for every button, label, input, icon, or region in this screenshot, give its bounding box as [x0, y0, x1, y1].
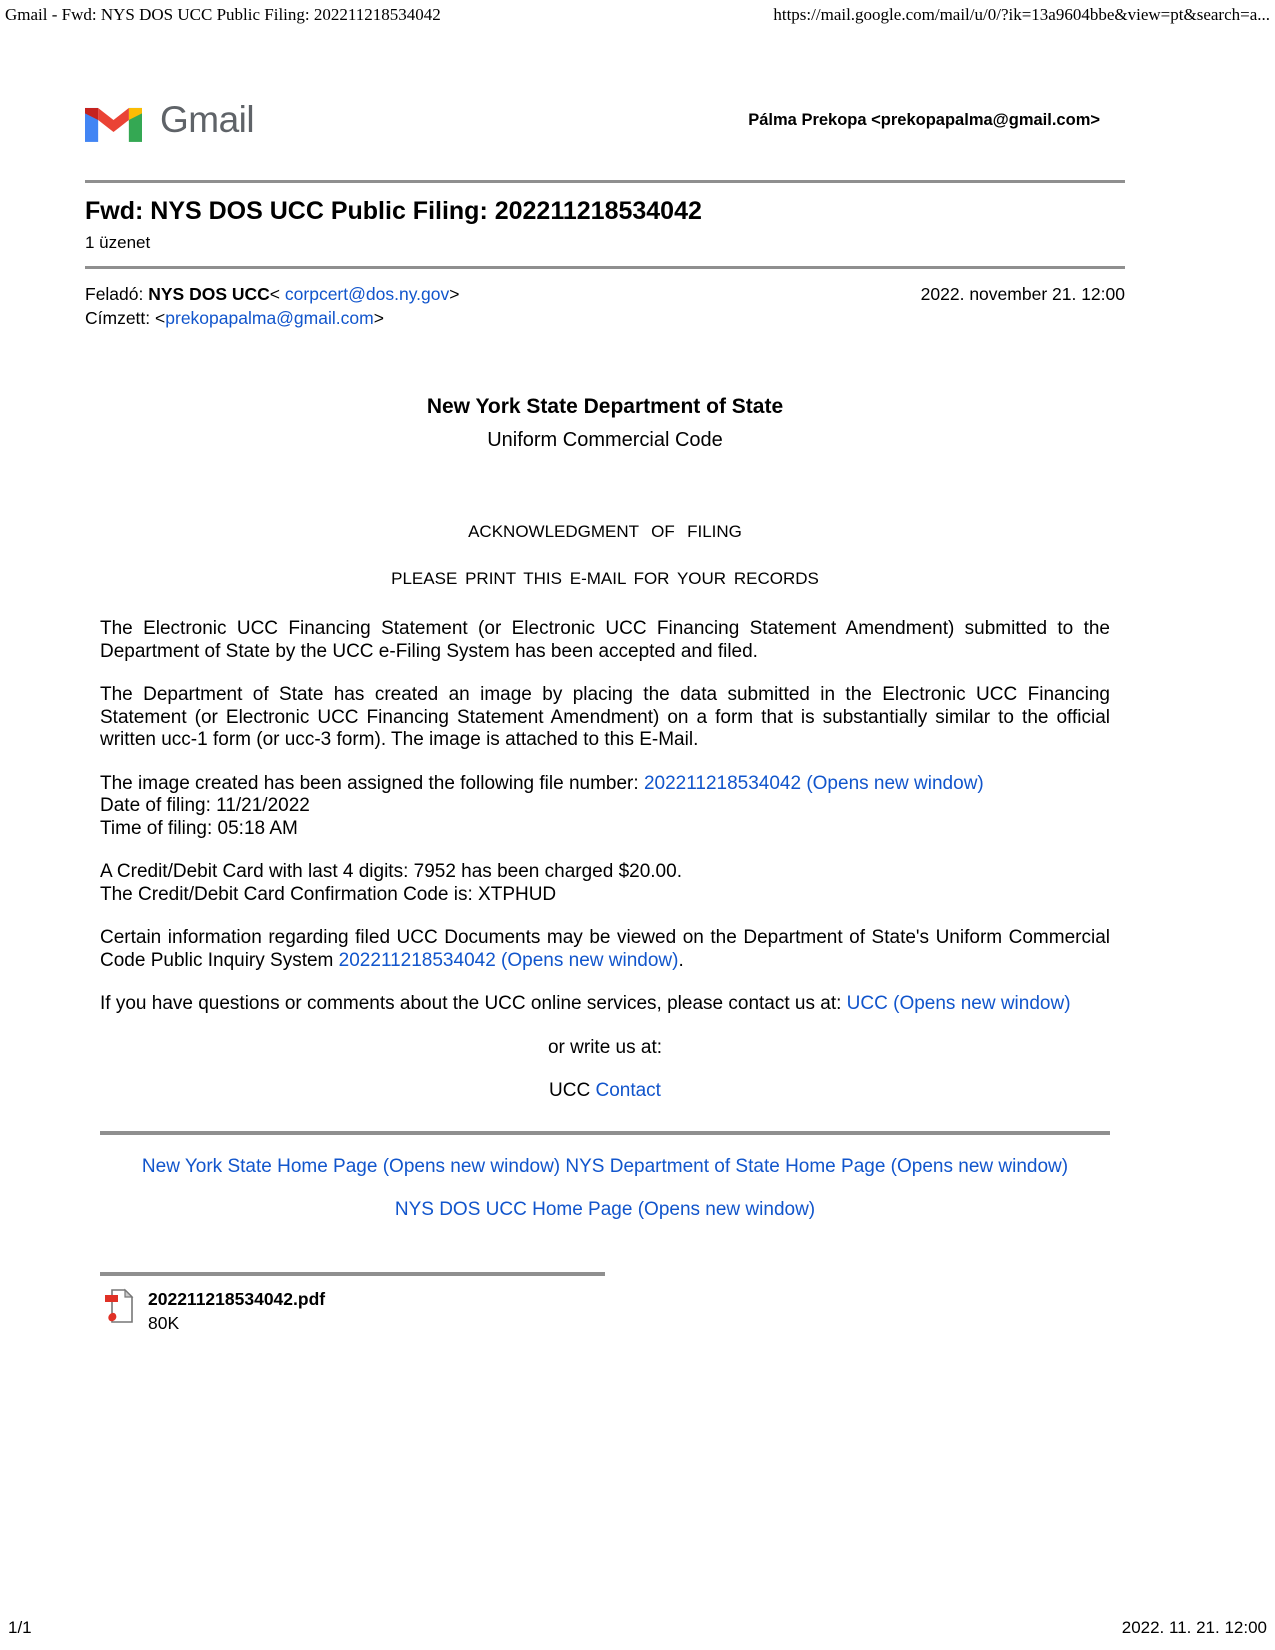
- paragraph-accepted: The Electronic UCC Financing Statement (or Electronic UCC Financing Statement Amendment) submitted to the Department of State by the UCC e-Filing System has been accepted and filed.: [100, 618, 1110, 662]
- from-bracket-close: >: [449, 284, 460, 304]
- paragraph-questions: [100, 993, 1110, 1016]
- print-footer-page-number: 1/1: [8, 1618, 32, 1637]
- paragraph-file-number: [100, 773, 1110, 841]
- to-label: Címzett:: [85, 308, 151, 328]
- inquiry-text: Certain information regarding filed UCC Documents may be viewed on the Department of State's Uniform Commercial Code Public Inquiry System: [100, 927, 1110, 971]
- print-footer-datetime: 2022. 11. 21. 12:00: [1121, 1618, 1267, 1637]
- date-of-filing: Date of filing: 11/21/2022: [100, 795, 310, 816]
- card-charged: A Credit/Debit Card with last 4 digits: 7952 has been charged $20.00.: [100, 861, 682, 882]
- account-name: Pálma Prekopa: [748, 110, 867, 129]
- ucc-home-page-link[interactable]: NYS DOS UCC Home Page (Opens new window): [394, 1199, 816, 1220]
- ucc-contact-line: [100, 1080, 1110, 1103]
- account-identity: [748, 111, 1125, 130]
- divider-top: [85, 180, 1125, 183]
- pdf-file-icon: [105, 1288, 135, 1324]
- from-label: Feladó:: [85, 284, 144, 304]
- ucc-home-page-line: [100, 1199, 1110, 1222]
- from-row: [85, 282, 459, 306]
- gmail-m-icon: [85, 98, 142, 142]
- attachment-meta: [148, 1288, 325, 1334]
- from-email-link[interactable]: corpcert@dos.ny.gov: [284, 284, 450, 304]
- print-footer: [8, 1618, 1267, 1638]
- message-addresses: [85, 282, 459, 330]
- email-body: [85, 396, 1125, 1334]
- attachment-size: 80K: [148, 1312, 180, 1333]
- inquiry-link[interactable]: 202211218534042 (Opens new window): [338, 949, 679, 971]
- write-us-line: or write us at:: [547, 1036, 663, 1058]
- file-number-link[interactable]: 202211218534042 (Opens new window): [643, 772, 984, 794]
- ucc-contact-us-link[interactable]: UCC (Opens new window): [846, 993, 1071, 1014]
- inquiry-period: .: [678, 949, 684, 971]
- email-subject: Fwd: NYS DOS UCC Public Filing: 202211218534042: [85, 197, 702, 225]
- paragraph-inquiry: [100, 927, 1110, 972]
- from-bracket-open: <: [269, 284, 281, 304]
- home-page-links: [100, 1156, 1110, 1179]
- divider-attachment: [100, 1272, 605, 1276]
- questions-text: If you have questions or comments about the UCC online services, please contact us at:: [100, 993, 842, 1014]
- message-date: 2022. november 21. 12:00: [920, 284, 1125, 304]
- to-email-link[interactable]: prekopapalma@gmail.com: [165, 308, 374, 328]
- file-number-text: The image created has been assigned the following file number:: [100, 772, 639, 794]
- divider-body-footer: [100, 1131, 1110, 1135]
- paragraph-card: [100, 861, 1110, 906]
- card-confirmation-code: The Credit/Debit Card Confirmation Code is: XTPHUD: [100, 883, 557, 905]
- nys-home-page-link[interactable]: New York State Home Page (Opens new window): [141, 1155, 561, 1177]
- contact-link[interactable]: Contact: [595, 1080, 661, 1101]
- print-header-url: https://mail.google.com/mail/u/0/?ik=13a9604bbe&view=pt&search=a...: [773, 5, 1270, 24]
- ucc-label: UCC: [549, 1080, 591, 1101]
- gmail-brand: [85, 98, 254, 142]
- attachment-item: [100, 1288, 1110, 1334]
- divider-subject: [85, 266, 1125, 269]
- dos-home-page-link[interactable]: NYS Department of State Home Page (Opens new window): [565, 1155, 1069, 1177]
- to-bracket-open: <: [155, 308, 166, 328]
- account-email: <prekopapalma@gmail.com>: [871, 110, 1100, 129]
- message-count: 1 üzenet: [85, 233, 151, 252]
- email-print-view: [85, 0, 1125, 1334]
- from-name: NYS DOS UCC: [148, 284, 270, 304]
- message-meta: [85, 282, 1125, 330]
- print-header-title: Gmail - Fwd: NYS DOS UCC Public Filing: 202211218534042: [5, 5, 441, 24]
- org-title: New York State Department of State: [426, 395, 784, 418]
- gmail-header-bar: [85, 98, 1125, 142]
- to-row: [85, 306, 459, 330]
- time-of-filing: Time of filing: 05:18 AM: [100, 817, 298, 839]
- gmail-wordmark: Gmail: [160, 99, 255, 140]
- to-bracket-close: >: [373, 308, 384, 328]
- attachment-filename: 202211218534042.pdf: [148, 1288, 326, 1309]
- org-subtitle: Uniform Commercial Code: [487, 428, 723, 451]
- acknowledgment-heading: ACKNOWLEDGMENT OF FILING: [468, 522, 742, 541]
- paragraph-image-created: The Department of State has created an image by placing the data submitted in the Electronic UCC Financing Statement (or Electronic UCC Financing Statement Amendment) on a form that is substantially similar to the official written ucc-1 form (or ucc-3 form). The image is attached to this E-Mail.: [100, 684, 1110, 750]
- print-records-notice: PLEASE PRINT THIS E-MAIL FOR YOUR RECORDS: [391, 568, 819, 588]
